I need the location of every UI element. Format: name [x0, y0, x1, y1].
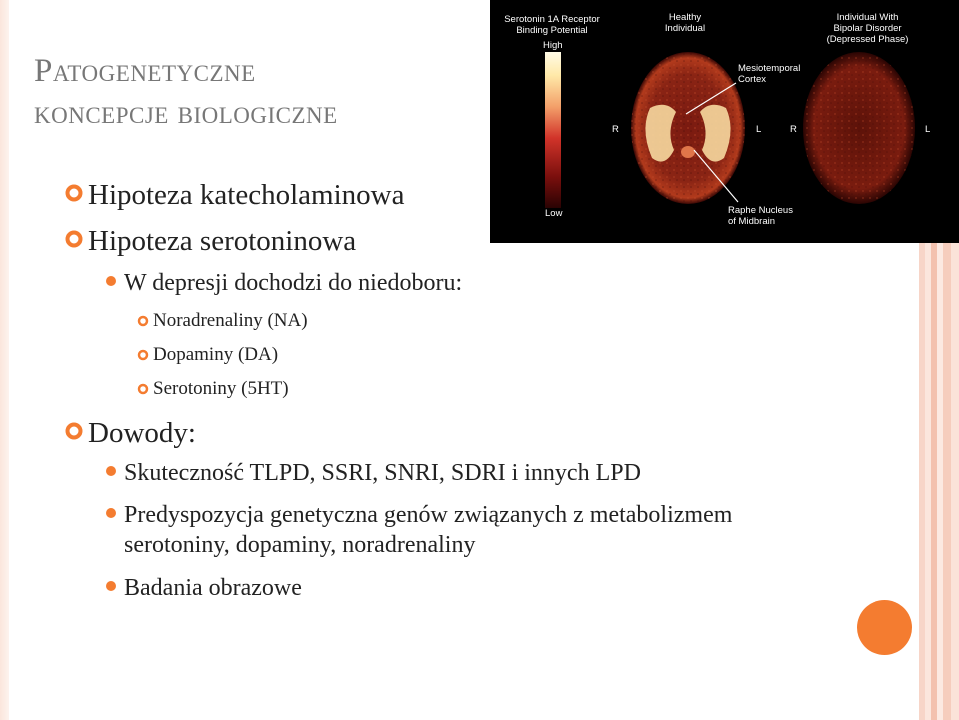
- pet-scan-figure: [490, 0, 959, 243]
- ring-bullet-icon: [133, 383, 153, 395]
- bullet-deficiency: [100, 268, 462, 298]
- bullet-text: Noradrenaliny (NA): [153, 310, 308, 331]
- decor-orange-circle: [857, 600, 912, 655]
- colorbar-high-label: High: [543, 40, 563, 51]
- bullet-efficacy: [100, 458, 641, 488]
- title-line-1: Patogenetyczne: [34, 53, 256, 89]
- colorbar-title: Serotonin 1A Receptor Binding Potential: [504, 14, 600, 36]
- dot-bullet-icon: [100, 274, 124, 288]
- bullet-text: Hipoteza katecholaminowa: [88, 179, 405, 211]
- ring-bullet-icon: [133, 315, 153, 327]
- bullet-evidence: [60, 416, 196, 450]
- bipolar-label: Individual With Bipolar Disorder (Depressed Phase): [826, 12, 909, 45]
- bullet-imaging: [100, 573, 302, 603]
- dot-bullet-icon: [100, 579, 124, 593]
- healthy-label: Healthy Individual: [664, 12, 706, 34]
- dot-bullet-icon: [100, 464, 124, 478]
- bullet-dopamine: [133, 343, 278, 367]
- gear-bullet-icon: [60, 230, 88, 248]
- bullet-noradrenaline: [133, 309, 308, 333]
- bullet-text: W depresji dochodzi do niedoboru:: [124, 270, 463, 296]
- bullet-text: Badania obrazowe: [124, 575, 302, 601]
- gear-bullet-icon: [60, 422, 88, 440]
- bipolar-r-label: R: [790, 124, 797, 135]
- healthy-r-label: R: [612, 124, 619, 135]
- bullet-text: Skuteczność TLPD, SSRI, SNRI, SDRI i innych LPD: [124, 460, 641, 486]
- bullet-genetic: [100, 500, 820, 560]
- slide-title: [34, 50, 484, 134]
- colorbar: [545, 52, 561, 208]
- bullet-serotonin: [60, 224, 356, 258]
- bullet-serotonin-5ht: [133, 377, 289, 401]
- bullet-text: Serotoniny (5HT): [153, 378, 289, 399]
- bipolar-l-label: L: [925, 124, 931, 135]
- bullet-text: Dowody:: [88, 417, 196, 449]
- gear-bullet-icon: [60, 184, 88, 202]
- ring-bullet-icon: [133, 349, 153, 361]
- left-decor-stripe: [0, 0, 9, 720]
- title-line-2: koncepcje biologiczne: [34, 95, 338, 131]
- bullet-text: Predyspozycja genetyczna genów związanych z metabolizmem serotoniny, dopaminy, noradrenaliny: [124, 502, 733, 558]
- bullet-text: Dopaminy (DA): [153, 344, 279, 365]
- mesiotemporal-label: Mesiotemporal Cortex: [738, 63, 801, 85]
- healthy-l-label: L: [756, 124, 762, 135]
- dot-bullet-icon: [100, 506, 124, 520]
- bullet-catecholamine: [60, 178, 404, 212]
- raphe-label: Raphe Nucleus of Midbrain: [728, 205, 793, 227]
- bullet-text: Hipoteza serotoninowa: [88, 225, 357, 257]
- colorbar-low-label: Low: [545, 208, 563, 219]
